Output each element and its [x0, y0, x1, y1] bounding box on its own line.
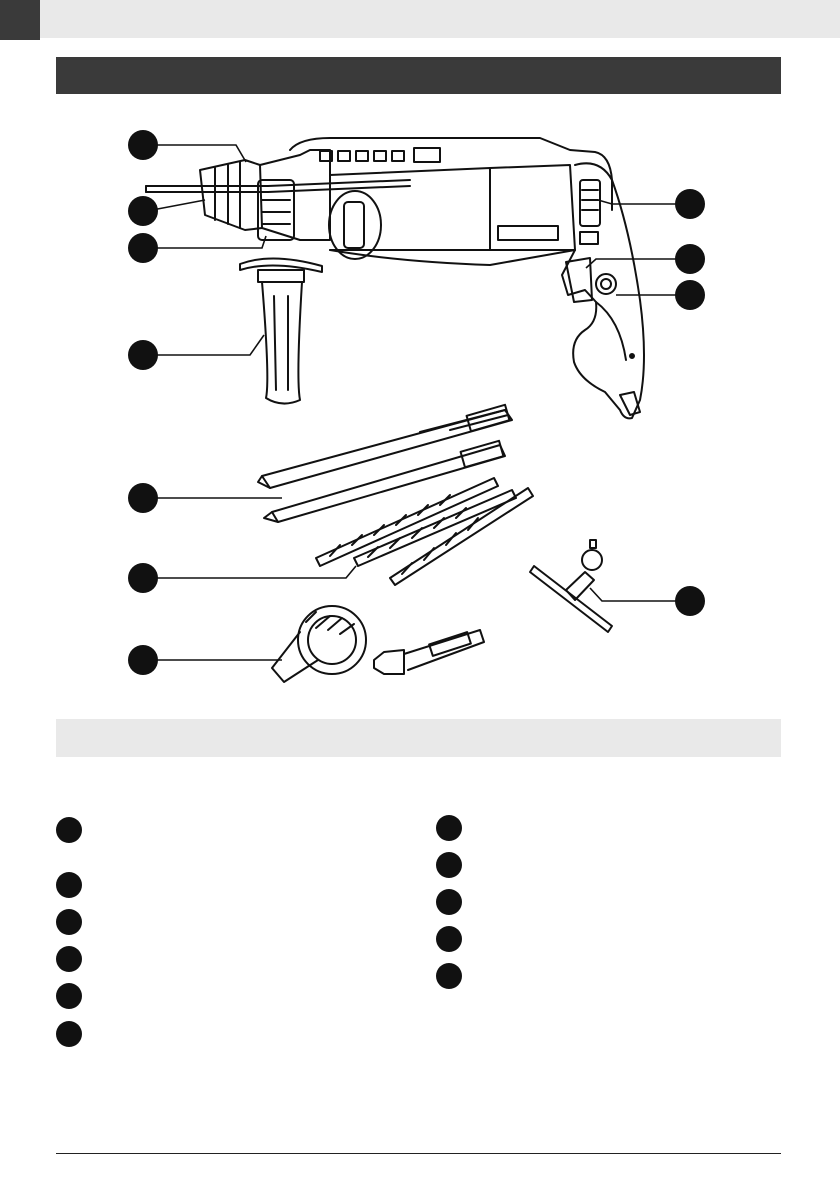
- chuck-key-drawing: [530, 540, 612, 632]
- legend-bullet: [436, 815, 462, 841]
- legend-bullet: [436, 852, 462, 878]
- legend-bullet: [56, 983, 82, 1009]
- callout-circle: [128, 130, 158, 160]
- legend-title-bar: [56, 719, 781, 757]
- legend-bullet: [436, 926, 462, 952]
- legend-bullet: [56, 909, 82, 935]
- callout-circle: [675, 189, 705, 219]
- callout-circle: [128, 483, 158, 513]
- legend-bullet: [56, 872, 82, 898]
- legend-bullet: [56, 817, 82, 843]
- callout-circle: [128, 645, 158, 675]
- footer-rule: [56, 1153, 781, 1154]
- top-header-strip: [0, 0, 840, 38]
- callout-circle: [675, 586, 705, 616]
- legend-bullet: [56, 946, 82, 972]
- hammer-drill-parts-illustration: [0, 100, 840, 710]
- side-handle-drawing: [240, 258, 322, 403]
- legend-bullet: [56, 1021, 82, 1047]
- drill-bits-drawing: [316, 478, 533, 585]
- callout-circle: [675, 280, 705, 310]
- keyed-chuck-drawing: [272, 606, 366, 682]
- callout-circle: [128, 196, 158, 226]
- chisels-drawing: [258, 405, 512, 522]
- callout-circle: [675, 244, 705, 274]
- callout-circle: [128, 563, 158, 593]
- callout-circle: [128, 233, 158, 263]
- rotary-hammer-drawing: [146, 138, 644, 418]
- legend-bullet: [436, 963, 462, 989]
- page-corner-tab: [0, 0, 40, 40]
- sds-adapter-drawing: [374, 630, 484, 674]
- legend-bullet: [436, 889, 462, 915]
- section-title-bar: [56, 57, 781, 94]
- callout-circle: [128, 340, 158, 370]
